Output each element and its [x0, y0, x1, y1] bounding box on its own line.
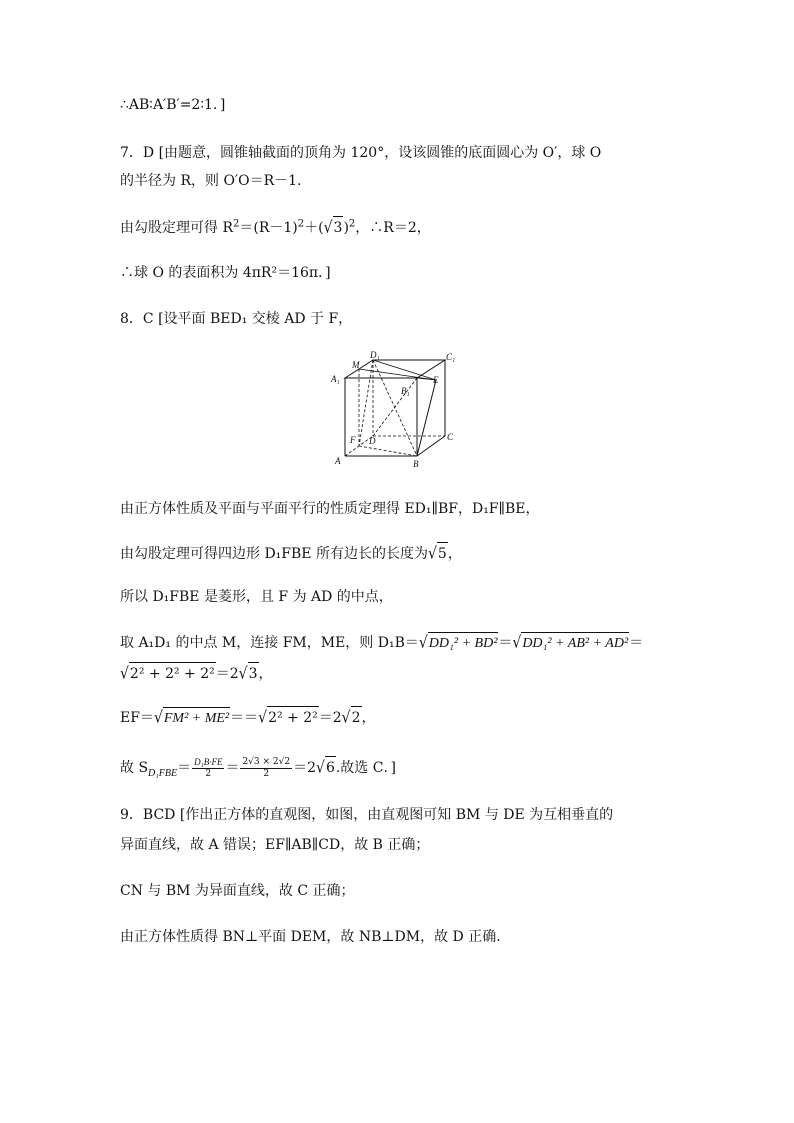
text-line: [120, 804, 678, 826]
text-line: [120, 170, 678, 192]
segment-d1f: [359, 360, 373, 446]
text-line: [120, 262, 678, 284]
radical-sign: √: [418, 633, 428, 653]
problem-8-heading: 8．C [设平面 BED₁ 交棱 AD 于 F，: [120, 311, 353, 327]
text-seg: ): [343, 220, 349, 236]
line-15: 异面直线，故 A 错误；EF∥AB∥CD，故 B 正确；: [120, 837, 430, 853]
radical-sign: √: [512, 633, 522, 653]
line-1: ∴AB∶A′B′=2∶1．]: [120, 97, 226, 113]
fraction: [240, 757, 292, 780]
radicand: 3: [248, 662, 259, 685]
text-line: [120, 706, 678, 730]
text-seg: ＝: [498, 635, 513, 651]
line-3: 的半径为 R，则 O′O＝R－1.: [120, 173, 302, 189]
line-17: 由正方体性质得 BN⊥平面 DEM，故 NB⊥DM，故 D 正确.: [120, 929, 501, 945]
fraction-denominator: 2: [263, 768, 270, 779]
radicand: DD₁² + AB² + AD²: [521, 632, 629, 655]
text-seg: ＝＝: [230, 710, 259, 726]
label-e: E: [433, 375, 439, 385]
text-seg: ＝: [629, 635, 644, 651]
text-line: [120, 542, 678, 565]
line-7: 由正方体性质及平面与平面平行的性质定理得 ED₁∥BF，D₁F∥BE，: [120, 501, 540, 517]
radical-sign: √: [153, 708, 163, 728]
radical-sign: √: [120, 664, 129, 684]
label-d1: D₁: [370, 350, 380, 360]
segment-db1: [373, 378, 417, 436]
text-line: [120, 586, 678, 608]
radical-sign: √: [316, 758, 325, 778]
text-seg: ，∴R＝2，: [355, 220, 431, 236]
text-seg: ，: [447, 546, 462, 562]
radicand: 2: [351, 706, 362, 729]
line-5: ∴球 O 的表面积为 4πR²＝16π．]: [120, 265, 331, 281]
text-line: [120, 926, 678, 948]
text-seg: ＝: [177, 760, 192, 776]
text-line: [120, 880, 678, 902]
text-seg: 取 A₁D₁ 的中点 M，连接 FM，ME，则 D₁B＝: [120, 635, 419, 651]
label-d: D: [369, 436, 376, 446]
text-line: [120, 498, 678, 520]
text-seg: .故选 C．]: [335, 760, 396, 776]
text-line: [120, 834, 678, 856]
text-line: [120, 632, 678, 655]
fraction-denominator: 2: [205, 768, 212, 779]
label-a: A: [335, 456, 341, 466]
text-line: [120, 216, 678, 239]
text-seg: ＝2: [293, 760, 317, 776]
label-c1: C₁: [446, 352, 456, 362]
text-seg: 由勾股定理可得四边形 D₁FBE 所有边长的长度为: [120, 546, 428, 562]
radicand: FM² + ME²: [163, 707, 230, 730]
text-line: [120, 142, 678, 164]
text-line: [120, 308, 678, 330]
label-f: F: [350, 435, 356, 445]
label-b1: B₁: [401, 386, 410, 396]
radical-sign: √: [427, 544, 437, 564]
text-seg: ＋(: [304, 220, 324, 236]
cube-figure: [328, 348, 463, 470]
radical-sign: √: [238, 664, 248, 684]
fraction: [192, 757, 224, 780]
subscript: D₁FBE: [148, 767, 178, 779]
text-seg: ＝: [225, 760, 240, 776]
problem-7-heading: 7．D [由题意，圆锥轴截面的顶角为 120°，设该圆锥的底面圆心为 O′，球 O: [120, 145, 602, 161]
fraction-numerator: D₁B·FE: [194, 756, 223, 767]
radicand: 3: [333, 216, 344, 239]
text-seg: ，: [258, 666, 273, 682]
text-line: [120, 94, 678, 116]
text-seg: ＝2: [318, 710, 342, 726]
superscript: 2: [348, 218, 356, 230]
radicand: 2² + 2² + 2²: [129, 662, 216, 685]
text-seg: 故 S: [120, 760, 149, 776]
text-line: [120, 756, 678, 780]
label-b: B: [413, 459, 419, 469]
radicand: 5: [437, 542, 448, 565]
superscript: 2: [297, 218, 305, 230]
line-9: 所以 D₁FBE 是菱形，且 F 为 AD 的中点，: [120, 589, 393, 605]
segment-d1e: [373, 360, 436, 380]
radical-sign: √: [258, 708, 268, 728]
radical-sign: √: [341, 708, 351, 728]
fraction-numerator: 2√3 × 2√2: [242, 756, 291, 767]
line-16: CN 与 BM 为异面直线，故 C 正确；: [120, 883, 355, 899]
problem-9-heading: 9．BCD [作出正方体的直观图，如图，由直观图可知 BM 与 DE 为互相垂直的: [120, 807, 614, 823]
superscript: 2: [233, 218, 240, 230]
label-a1: A₁: [331, 374, 340, 384]
text-seg: ，: [361, 710, 376, 726]
radicand: 2² + 2²: [267, 706, 319, 729]
radicand: 6: [325, 756, 336, 779]
radicand: DD₁² + BD²: [428, 632, 499, 655]
label-m: M: [352, 360, 360, 370]
text-seg: 由勾股定理可得 R: [120, 220, 233, 236]
text-line: [120, 662, 678, 685]
text-seg: ＝2: [215, 666, 239, 682]
text-seg: EF＝: [120, 710, 154, 726]
text-seg: ＝(R－1): [239, 220, 298, 236]
segment-fb: [359, 446, 417, 456]
label-c: C: [447, 432, 454, 442]
radical-sign: √: [323, 218, 333, 238]
